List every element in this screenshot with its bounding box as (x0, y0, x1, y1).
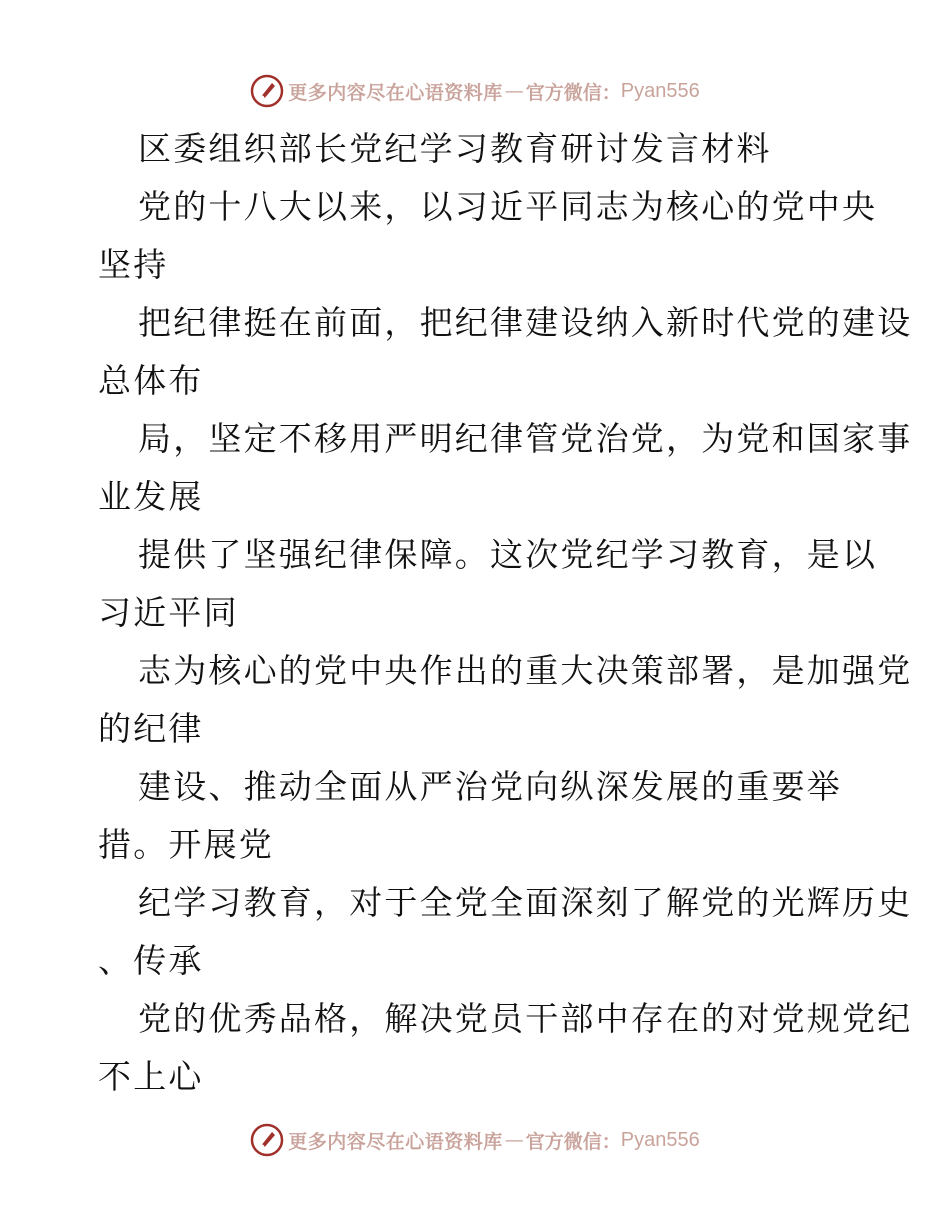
text-line-3-b: 业发展 (98, 477, 204, 516)
watermark-text: 更多内容尽在心语资料库 (288, 81, 503, 104)
text-line-5-a: 志为核心的党中央作出的重大决策部署，是加强党 (138, 651, 913, 690)
document-title: 区委组织部长党纪学习教育研讨发言材料 (138, 129, 772, 168)
text-line-1-b: 坚持 (98, 245, 169, 284)
text-line-1-a: 党的十八大以来，以习近平同志为核心的党中央 (138, 187, 878, 226)
text-line-3-a: 局，坚定不移用严明纪律管党治党，为党和国家事 (138, 419, 913, 458)
text-line-8-b: 不上心 (98, 1057, 204, 1096)
text-line-6-a: 建设、推动全面从严治党向纵深发展的重要举 (138, 767, 842, 806)
text-line-6-b: 措。开展党 (98, 825, 274, 864)
text-line-7-a: 纪学习教育，对于全党全面深刻了解党的光辉历史 (138, 883, 913, 922)
text-line-8-a: 党的优秀品格，解决党员干部中存在的对党规党纪 (138, 999, 913, 1038)
text-line-4-b: 习近平同 (98, 593, 239, 632)
header-watermark (0, 71, 950, 111)
watermark-text: 更多内容尽在心语资料库 (288, 1130, 503, 1153)
watermark-label: 官方微信： (525, 81, 621, 104)
document-body (98, 120, 913, 1106)
pen-logo-icon (250, 1123, 284, 1157)
text-line-5-b: 的纪律 (98, 709, 204, 748)
watermark-wechat-id: Pyan556 (620, 79, 700, 102)
pen-logo-icon (250, 74, 284, 108)
watermark-separator: — (504, 80, 524, 102)
footer-watermark (0, 1120, 950, 1160)
text-line-2-a: 把纪律挺在前面，把纪律建设纳入新时代党的建设 (138, 303, 913, 342)
watermark-separator: — (504, 1129, 524, 1151)
watermark-label: 官方微信： (525, 1130, 621, 1153)
text-line-4-a: 提供了坚强纪律保障。这次党纪学习教育，是以 (138, 535, 878, 574)
watermark-wechat-id: Pyan556 (620, 1128, 700, 1151)
text-line-2-b: 总体布 (98, 361, 204, 400)
text-line-7-b: 、传承 (98, 941, 204, 980)
